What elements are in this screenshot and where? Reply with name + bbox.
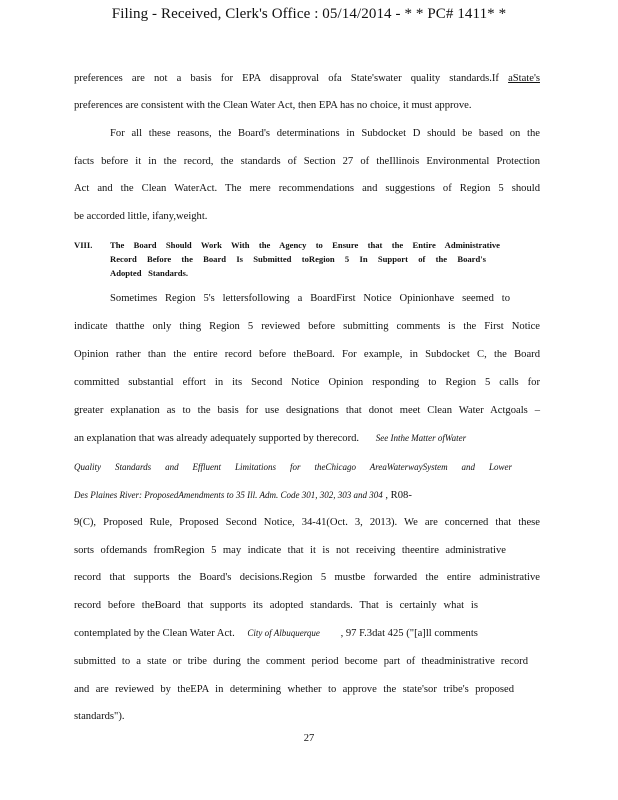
underlined-text: aState's xyxy=(508,73,540,84)
text-line: Sometimes Region 5's lettersfollowing a BoardFirst Notice Opinionhave seemed to xyxy=(110,293,510,304)
citation-italic: City of Albuquerque xyxy=(247,628,320,638)
text-line xyxy=(74,73,540,84)
section-number: VIII. xyxy=(74,240,93,250)
text-span: , R08- xyxy=(385,490,412,501)
text-line: record before theBoard that supports its adopted standards. That is certainly what is xyxy=(74,600,478,611)
text-line: and are reviewed by theEPA in determining whether to approve the state'sor tribe's proposed xyxy=(74,684,514,695)
text-line: submitted to a state or tribe during the comment period become part of theadministrative record xyxy=(74,656,528,667)
text-line xyxy=(74,628,540,639)
text-span: an explanation that was already adequately supported by therecord. xyxy=(74,433,360,444)
citation-italic-line: Quality Standards and Effluent Limitations for theChicago AreaWaterwaySystem and Lower xyxy=(74,462,512,472)
text-span: preferences are not a basis for EPA disapproval ofa State'swater quality standards.If xyxy=(74,73,499,84)
text-line: committed substantial effort in its Second Notice Opinion responding to Region 5 calls for xyxy=(74,377,540,388)
citation-italic: See Inthe Matter ofWater xyxy=(375,433,467,443)
text-line: sorts ofdemands fromRegion 5 may indicate that it is not receiving theentire administrative xyxy=(74,545,506,556)
text-line: Opinion rather than the entire record before theBoard. For example, in Subdocket C, the Board xyxy=(74,349,540,360)
text-line: Act and the Clean WaterAct. The mere recommendations and suggestions of Region 5 should xyxy=(74,183,540,194)
text-span: , 97 F.3dat 425 ("[a]ll comments xyxy=(340,628,478,639)
text-line: preferences are consistent with the Clean Water Act, then EPA has no choice, it must approve. xyxy=(74,100,472,111)
filing-header: Filing - Received, Clerk's Office : 05/14/2014 - * * PC# 1411* * xyxy=(111,6,507,22)
text-line: record that supports the Board's decisions.Region 5 mustbe forwarded the entire administrative xyxy=(74,572,540,583)
section-heading-line: Record Before the Board Is Submitted toRegion 5 In Support of the Board's xyxy=(110,254,486,264)
text-line xyxy=(74,490,540,501)
text-line: facts before it in the record, the standards of Section 27 of theIllinois Environmental Protection xyxy=(74,156,540,167)
text-line: indicate thatthe only thing Region 5 reviewed before submitting comments is the First Notice xyxy=(74,321,540,332)
text-line: standards"). xyxy=(74,711,125,722)
citation-italic: Des Plaines River: ProposedAmendments to 35 Ill. Adm. Code 301, 302, 303 and 304 xyxy=(74,490,383,500)
section-heading-line: Adopted Standards. xyxy=(110,268,188,278)
section-heading-line: The Board Should Work With the Agency to Ensure that the Entire Administrative xyxy=(110,240,500,250)
text-line: 9(C), Proposed Rule, Proposed Second Notice, 34-41(Oct. 3, 2013). We are concerned that these xyxy=(74,517,540,528)
text-line: be accorded little, ifany,weight. xyxy=(74,211,208,222)
page-number: 27 xyxy=(303,733,315,744)
text-line: greater explanation as to the basis for use designations that donot meet Clean Water Actgoals – xyxy=(74,405,540,416)
text-line xyxy=(74,433,540,444)
text-span: contemplated by the Clean Water Act. xyxy=(74,628,235,639)
text-line: For all these reasons, the Board's determinations in Subdocket D should be based on the xyxy=(110,128,540,139)
